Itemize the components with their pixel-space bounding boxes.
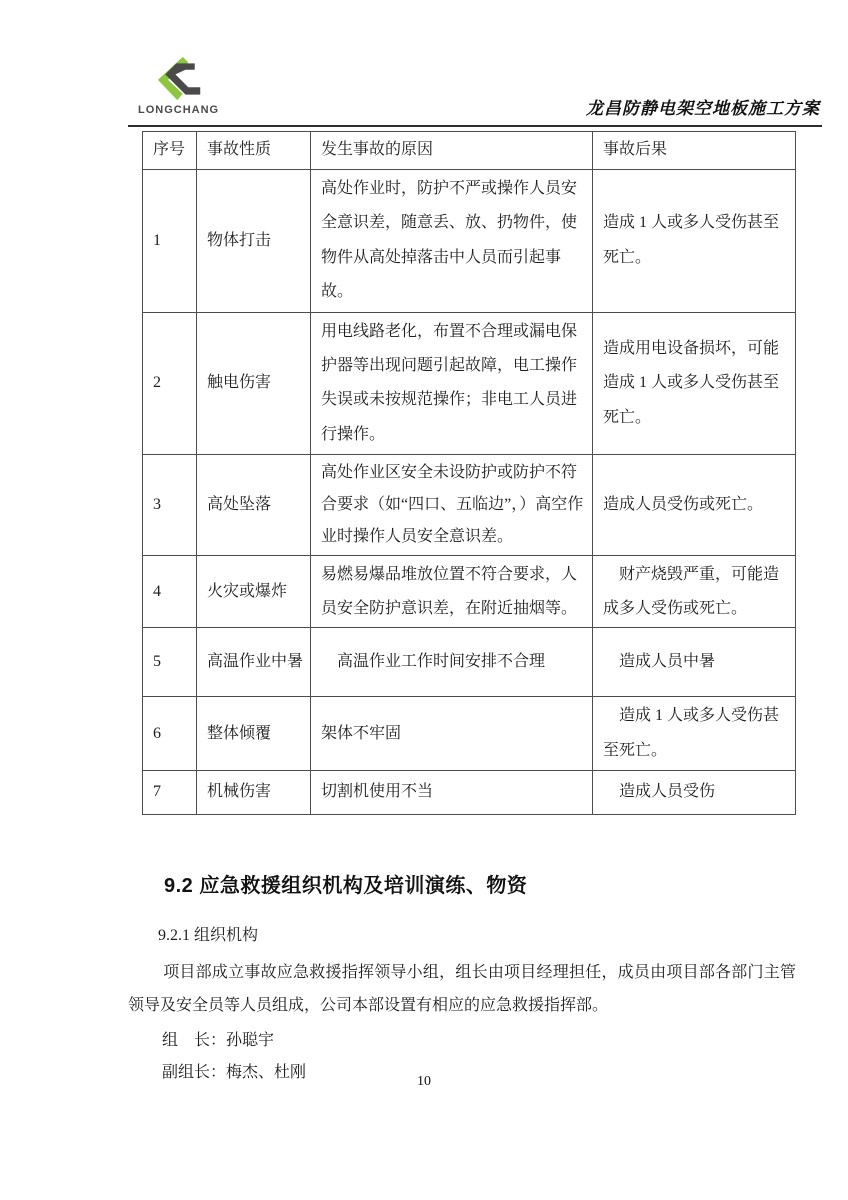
cell-nature: 机械伤害 [197, 771, 311, 815]
table-row [143, 628, 796, 697]
leader-line: 组 长：孙聪宇 [162, 1031, 275, 1049]
deputy-leader-line: 副组长：梅杰、杜刚 [162, 1064, 307, 1082]
longchang-logo-icon [152, 56, 208, 102]
cell-nature: 整体倾覆 [197, 697, 311, 771]
table-row [143, 697, 796, 771]
table-row [143, 312, 796, 455]
cell-nature: 高温作业中暑 [197, 628, 311, 697]
cell-no: 6 [143, 697, 197, 771]
table-row [143, 170, 796, 313]
cell-cause: 高处作业时，防护不严或操作人员安全意识差，随意丢、放、扔物件，使物件从高处掉落击中人员而引起事故。 [311, 170, 593, 313]
cell-nature: 触电伤害 [197, 312, 311, 455]
table-row [143, 771, 796, 815]
cell-result: 造成用电设备损坏，可能造成 1 人或多人受伤甚至死亡。 [593, 312, 796, 455]
page-header [128, 0, 822, 127]
cell-result: 造成人员中暑 [593, 628, 796, 697]
hazard-table [142, 131, 796, 815]
cell-cause: 用电线路老化，布置不合理或漏电保护器等出现问题引起故障，电工操作失误或未按规范操作；非电工人员进行操作。 [311, 312, 593, 455]
document-title: 龙昌防静电架空地板施工方案 [586, 99, 820, 118]
cell-result: 造成人员受伤 [593, 771, 796, 815]
body-paragraph: 项目部成立事故应急救援指挥领导小组，组长由项目经理担任，成员由项目部各部门主管领导及安全员等人员组成，公司本部设置有相应的应急救援指挥部。 [128, 964, 796, 1014]
page-number: 10 [417, 1074, 431, 1089]
cell-cause: 易燃易爆品堆放位置不符合要求，人员安全防护意识差，在附近抽烟等。 [311, 556, 593, 628]
cell-cause: 架体不牢固 [311, 697, 593, 771]
cell-no: 4 [143, 556, 197, 628]
logo-brand-text: LONGCHANG [138, 104, 220, 116]
subsection-heading: 9.2.1 组织机构 [158, 927, 259, 945]
col-header-result: 事故后果 [593, 132, 796, 170]
cell-nature: 火灾或爆炸 [197, 556, 311, 628]
header-rule [128, 125, 822, 127]
cell-no: 3 [143, 455, 197, 556]
cell-nature: 物体打击 [197, 170, 311, 313]
company-logo [138, 56, 248, 116]
table-row [143, 556, 796, 628]
col-header-nature: 事故性质 [197, 132, 311, 170]
cell-cause: 高处作业区安全未设防护或防护不符合要求（如“四口、五临边”，）高空作业时操作人员安全意识差。 [311, 455, 593, 556]
cell-result: 造成 1 人或多人受伤甚至死亡。 [593, 170, 796, 313]
cell-no: 5 [143, 628, 197, 697]
cell-no: 2 [143, 312, 197, 455]
section-heading: 9.2 应急救援组织机构及培训演练、物资 [164, 875, 528, 898]
cell-nature: 高处坠落 [197, 455, 311, 556]
table-header-row [143, 132, 796, 170]
col-header-cause: 发生事故的原因 [311, 132, 593, 170]
col-header-no: 序号 [143, 132, 197, 170]
cell-result: 财产烧毁严重，可能造成多人受伤或死亡。 [593, 556, 796, 628]
table-row [143, 455, 796, 556]
cell-no: 1 [143, 170, 197, 313]
cell-cause: 高温作业工作时间安排不合理 [311, 628, 593, 697]
cell-cause: 切割机使用不当 [311, 771, 593, 815]
page [128, 0, 822, 1200]
cell-result: 造成人员受伤或死亡。 [593, 455, 796, 556]
cell-no: 7 [143, 771, 197, 815]
cell-result: 造成 1 人或多人受伤甚至死亡。 [593, 697, 796, 771]
